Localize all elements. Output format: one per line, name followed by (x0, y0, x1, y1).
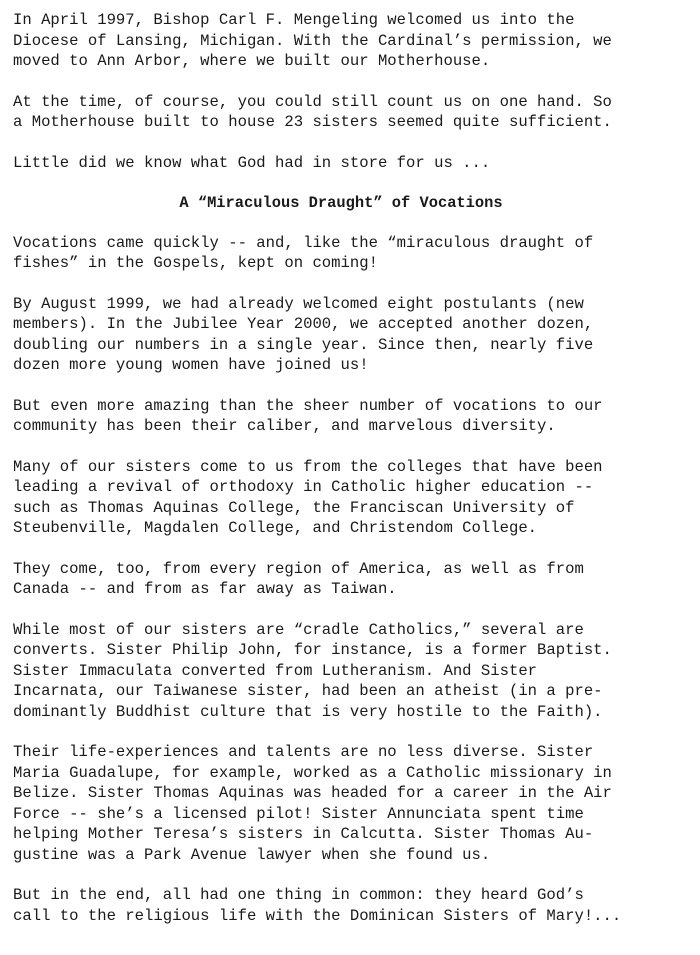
paragraph (13, 294, 697, 376)
text-line: But even more amazing than the sheer number of vocations to our (13, 396, 603, 415)
text-line: community has been their caliber, and marvelous diversity. (13, 417, 556, 435)
paragraph (13, 92, 697, 133)
paragraph (13, 742, 697, 865)
text-line: Little did we know what God had in store for us ... (13, 153, 491, 172)
text-line: Force -- she’s a licensed pilot! Sister Annunciata spent time (13, 804, 584, 823)
text-line: gustine was a Park Avenue lawyer when she found us. (13, 845, 491, 864)
text-line: moved to Ann Arbor, where we built our Motherhouse. (13, 52, 491, 70)
text-line: doubling our numbers in a single year. Since then, nearly five (13, 335, 594, 354)
text-line: While most of our sisters are “cradle Catholics,” several are (13, 620, 584, 639)
paragraph (13, 396, 697, 437)
text-line: Canada -- and from as far away as Taiwan. (13, 580, 397, 598)
paragraph (13, 233, 697, 274)
text-line: In April 1997, Bishop Carl F. Mengeling welcomed us into the (13, 11, 575, 29)
text-line: dozen more young women have joined us! (13, 356, 369, 374)
text-line: By August 1999, we had already welcomed eight postulants (new (13, 294, 584, 313)
text-line: leading a revival of orthodoxy in Catholic higher education -- (13, 478, 594, 496)
paragraph (13, 885, 697, 926)
paragraph (13, 457, 697, 539)
text-line: At the time, of course, you could still count us on one hand. So (13, 92, 612, 111)
body-section (13, 233, 697, 927)
text-line: a Motherhouse built to house 23 sisters seemed quite sufficient. (13, 113, 612, 131)
paragraph (13, 153, 697, 174)
text-line: members). In the Jubilee Year 2000, we accepted another dozen, (13, 315, 594, 333)
text-line: dominantly Buddhist culture that is very hostile to the Faith). (13, 702, 603, 721)
text-line: such as Thomas Aquinas College, the Franciscan University of (13, 498, 575, 517)
paragraph (13, 559, 697, 600)
text-line: Diocese of Lansing, Michigan. With the Cardinal’s permission, we (13, 31, 612, 50)
text-line: helping Mother Teresa’s sisters in Calcutta. Sister Thomas Au- (13, 825, 594, 843)
text-line: converts. Sister Philip John, for instance, is a former Baptist. (13, 641, 612, 659)
text-line: Incarnata, our Taiwanese sister, had been an atheist (in a pre- (13, 682, 603, 700)
text-line: Vocations came quickly -- and, like the “miraculous draught of (13, 233, 594, 252)
section-heading: A “Miraculous Draught” of Vocations (179, 194, 503, 212)
text-line: fishes” in the Gospels, kept on coming! (13, 254, 378, 272)
intro-section (13, 10, 697, 173)
text-line: Sister Immaculata converted from Lutheranism. And Sister (13, 661, 538, 680)
text-line: They come, too, from every region of America, as well as from (13, 559, 584, 578)
text-line: Their life-experiences and talents are no less diverse. Sister (13, 743, 594, 761)
text-line: call to the religious life with the Dominican Sisters of Mary!... (13, 906, 622, 925)
paragraph (13, 620, 697, 723)
text-line: Steubenville, Magdalen College, and Christendom College. (13, 519, 538, 537)
text-line: Maria Guadalupe, for example, worked as a Catholic missionary in (13, 763, 612, 782)
text-line: Belize. Sister Thomas Aquinas was headed for a career in the Air (13, 784, 612, 802)
document-page (13, 10, 697, 946)
text-line: But in the end, all had one thing in common: they heard God’s (13, 886, 584, 904)
text-line: Many of our sisters come to us from the colleges that have been (13, 457, 603, 476)
paragraph (13, 10, 697, 72)
